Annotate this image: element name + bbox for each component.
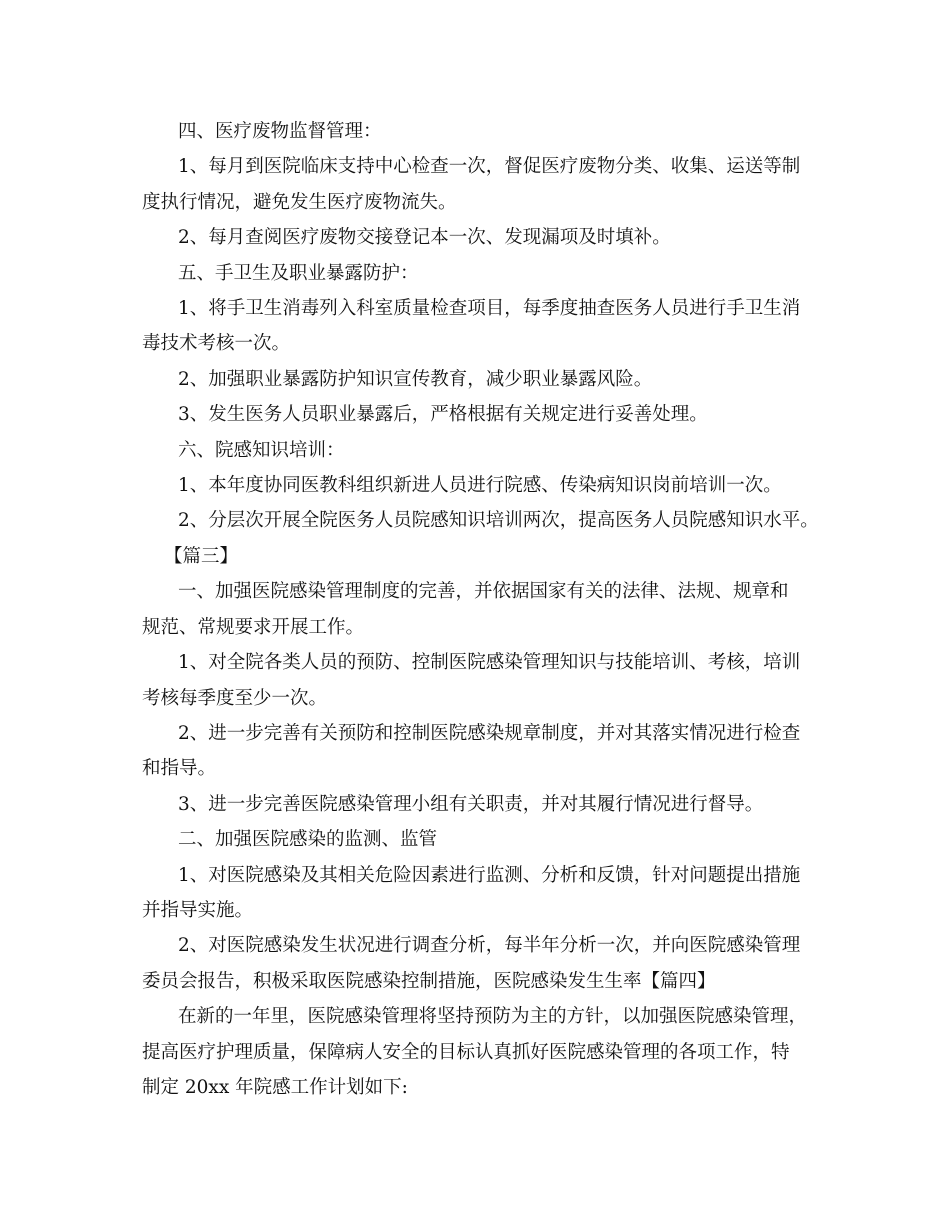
text-line: 3、发生医务人员职业暴露后，严格根据有关规定进行妥善处理。 bbox=[178, 404, 708, 426]
section-heading-monitoring: 二、加强医院感染的监测、监管 bbox=[178, 829, 438, 851]
part-heading-three: 【篇三】 bbox=[164, 545, 239, 567]
text-line: 2、对医院感染发生状况进行调查分析，每半年分析一次，并向医院感染管理 bbox=[178, 935, 801, 957]
document-body bbox=[142, 114, 822, 1105]
text-line: 2、加强职业暴露防护知识宣传教育，减少职业暴露风险。 bbox=[178, 368, 653, 390]
text-line: 1、将手卫生消毒列入科室质量检查项目，每季度抽查医务人员进行手卫生消 bbox=[178, 298, 801, 320]
text-line: 考核每季度至少一次。 bbox=[142, 687, 328, 709]
text-line: 在新的一年里，医院感染管理将坚持预防为主的方针，以加强医院感染管理， bbox=[178, 1006, 808, 1028]
text-line: 并指导实施。 bbox=[142, 899, 254, 921]
text-line: 2、分层次开展全院医务人员院感知识培训两次，提高医务人员院感知识水平。 bbox=[178, 510, 819, 532]
text-line: 和指导。 bbox=[142, 758, 217, 780]
text-line: 2、每月查阅医疗废物交接登记本一次、发现漏项及时填补。 bbox=[178, 227, 671, 249]
section-heading-medical-waste: 四、医疗废物监督管理： bbox=[178, 121, 382, 142]
section-heading-training: 六、院感知识培训： bbox=[178, 439, 345, 461]
text-line: 2、进一步完善有关预防和控制医院感染规章制度，并对其落实情况进行检查 bbox=[178, 722, 801, 744]
text-line: 1、对全院各类人员的预防、控制医院感染管理知识与技能培训、考核，培训 bbox=[178, 652, 801, 674]
text-line: 委员会报告，积极采取医院感染控制措施，医院感染发生生率【篇四】 bbox=[142, 970, 716, 992]
text-line: 规范、常规要求开展工作。 bbox=[142, 616, 365, 638]
text-line: 3、进一步完善医院感染管理小组有关职责，并对其履行情况进行督导。 bbox=[178, 793, 764, 815]
text-line: 1、本年度协同医教科组织新进人员进行院感、传染病知识岗前培训一次。 bbox=[178, 475, 782, 497]
text-line: 提高医疗护理质量，保障病人安全的目标认真抓好医院感染管理的各项工作，特 bbox=[142, 1041, 790, 1063]
text-line: 度执行情况，避免发生医疗废物流失。 bbox=[142, 191, 457, 213]
text-line: 1、对医院感染及其相关危险因素进行监测、分析和反馈，针对问题提出措施 bbox=[178, 864, 801, 886]
text-line: 一、加强医院感染管理制度的完善，并依据国家有关的法律、法规、规章和 bbox=[178, 581, 789, 603]
text-line: 1、每月到医院临床支持中心检查一次，督促医疗废物分类、收集、运送等制 bbox=[178, 156, 801, 178]
text-line: 毒技术考核一次。 bbox=[142, 333, 291, 355]
text-line: 制定 20xx 年院感工作计划如下: bbox=[142, 1076, 408, 1098]
section-heading-hand-hygiene: 五、手卫生及职业暴露防护： bbox=[178, 262, 419, 284]
